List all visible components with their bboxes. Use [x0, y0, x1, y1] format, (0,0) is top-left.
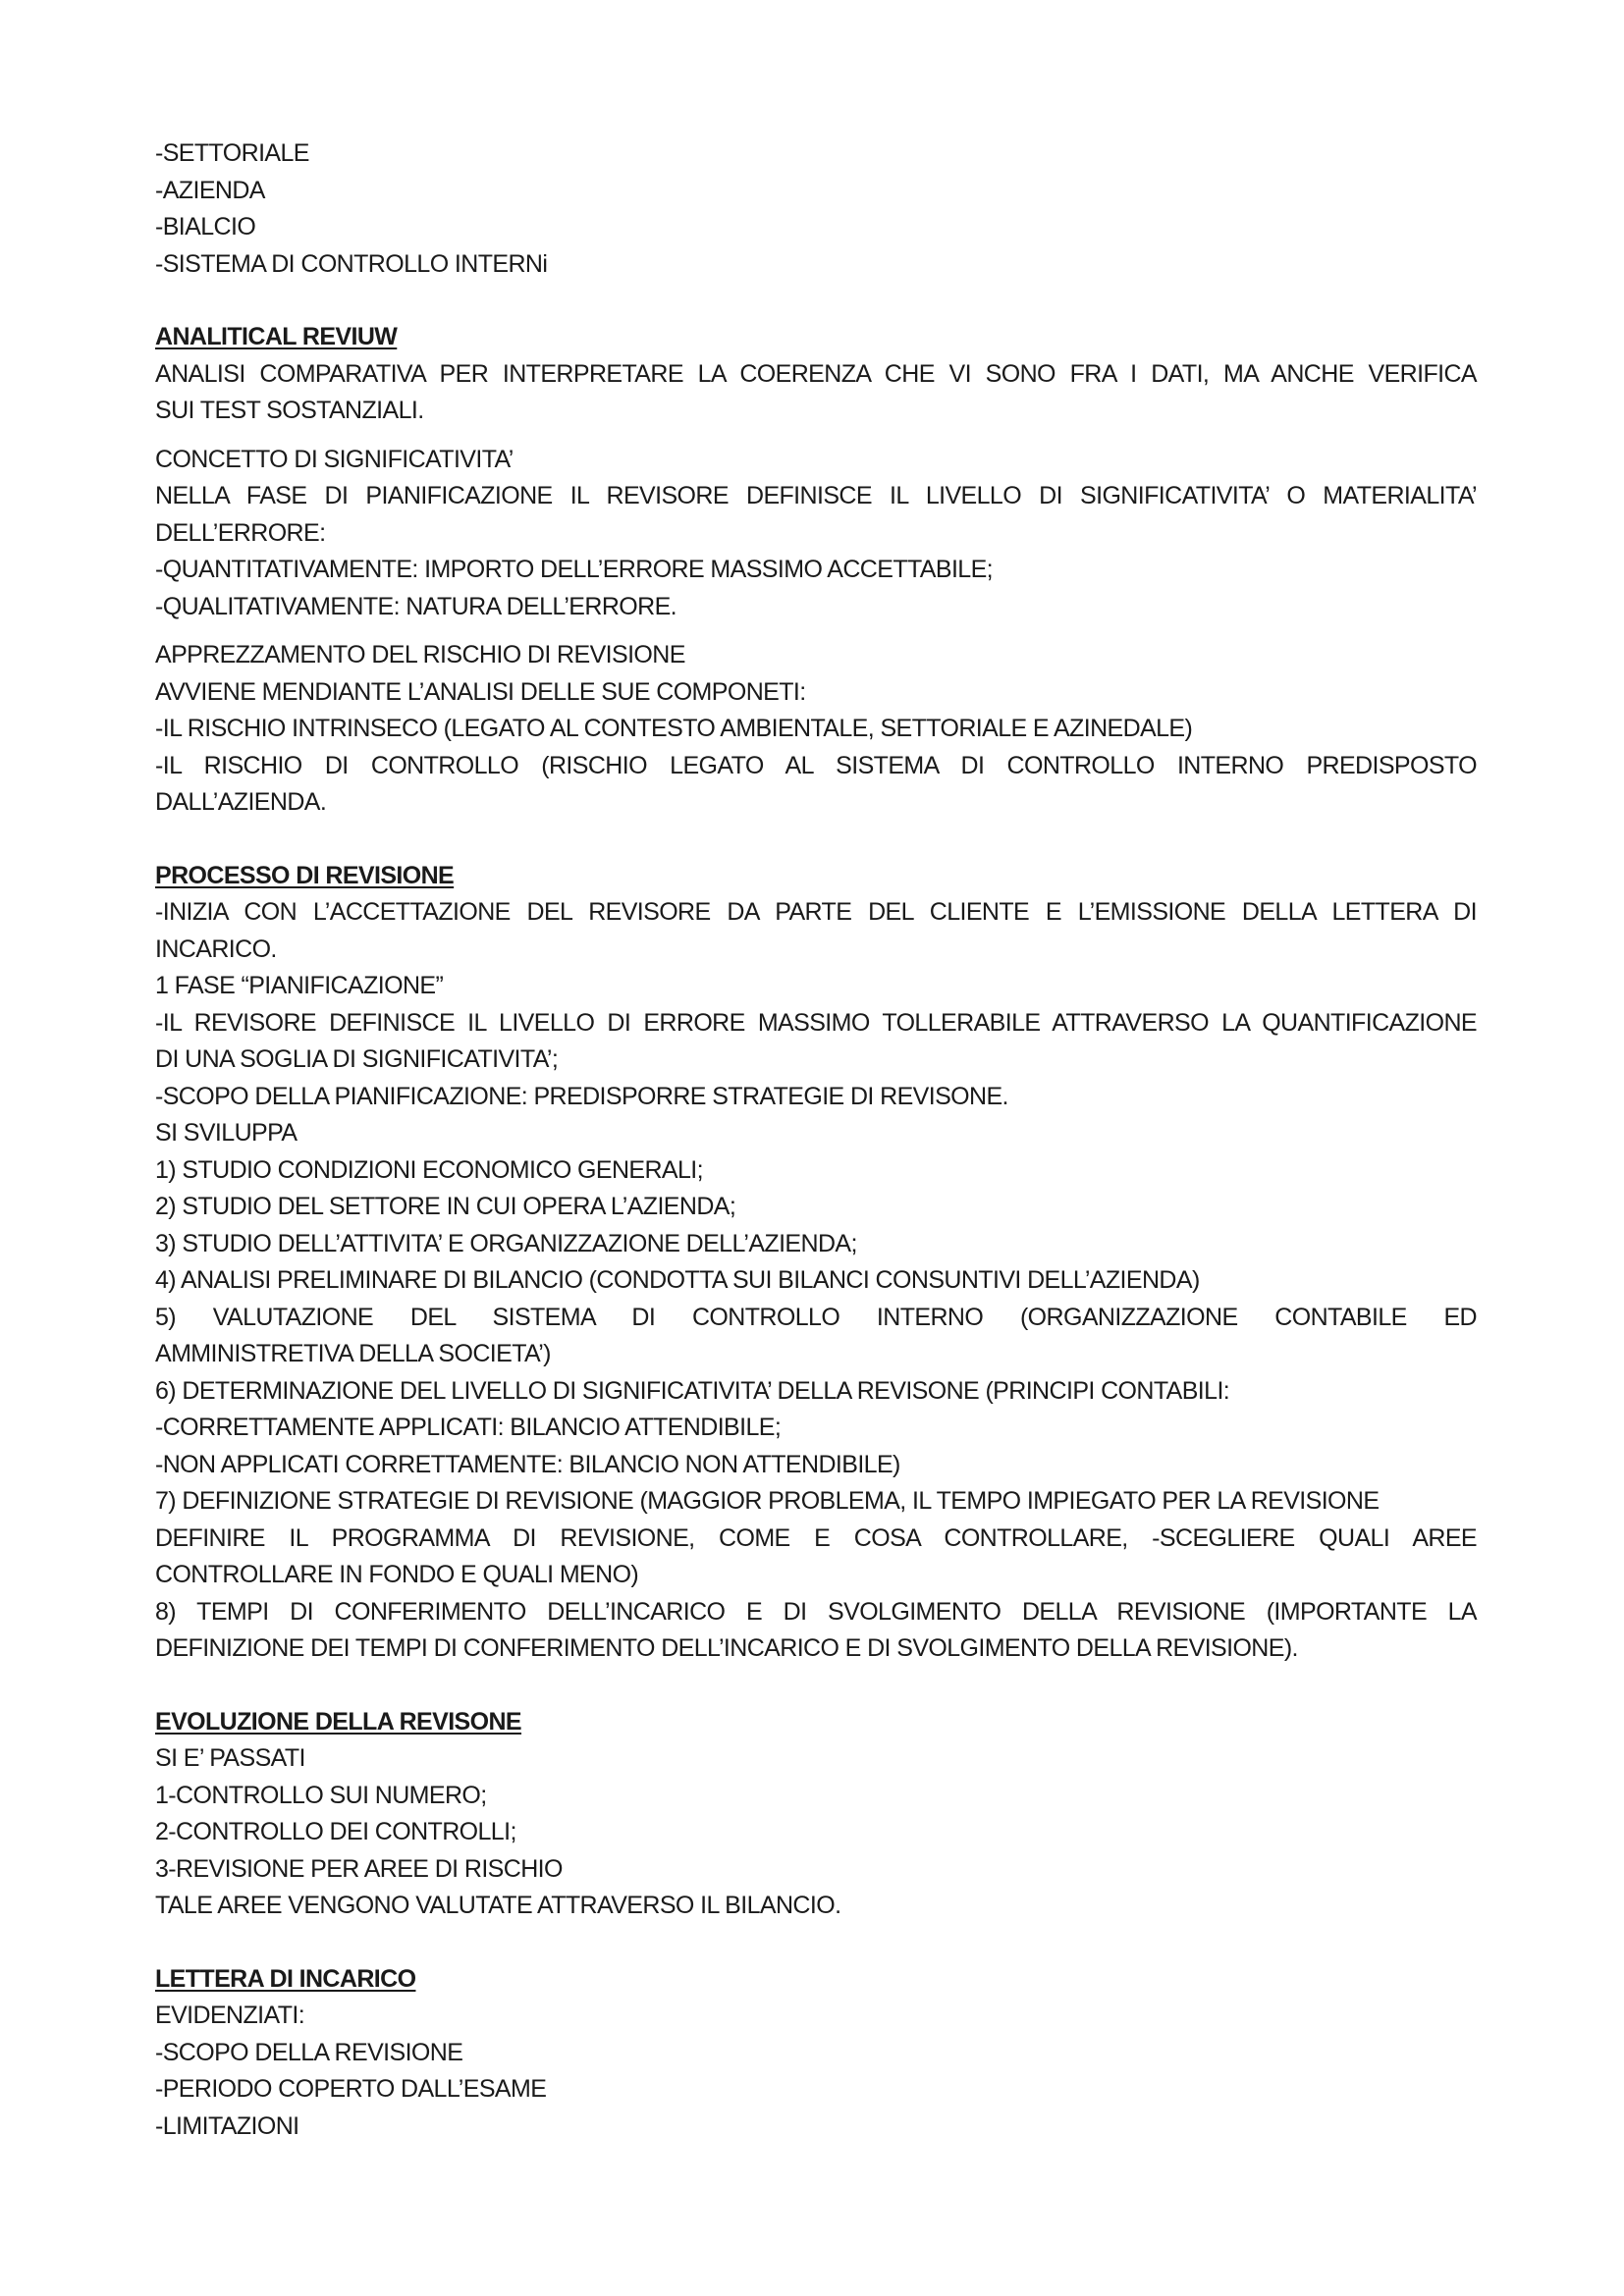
section-processo [155, 858, 1477, 1668]
list-item: -SETTORIALE [155, 139, 309, 167]
paragraph-line: AVVIENE MENDIANTE L’ANALISI DELLE SUE COMPONETI: [155, 677, 806, 706]
paragraph-line: DEFINIRE IL PROGRAMMA DI REVISIONE, COME E COSA CONTROLLARE, -SCEGLIERE QUALI AREE [155, 1523, 1477, 1552]
section-rischio [155, 637, 1477, 822]
section-lettera [155, 1961, 1477, 2146]
paragraph-line: -QUANTITATIVAMENTE: IMPORTO DELL’ERRORE MASSIMO ACCETTABILE; [155, 556, 994, 583]
paragraph-line: 7) DEFINIZIONE STRATEGIE DI REVISIONE (MAGGIOR PROBLEMA, IL TEMPO IMPIEGATO PER LA REVISIONE [155, 1487, 1380, 1515]
section-heading: ANALITICAL REVIUW [155, 323, 398, 350]
section-title: CONCETTO DI SIGNIFICATIVITA’ [155, 445, 514, 473]
section-analytical-review [155, 319, 1477, 430]
section-heading: PROCESSO DI REVISIONE [155, 861, 455, 889]
paragraph-line: DI UNA SOGLIA DI SIGNIFICATIVITA’; [155, 1045, 559, 1073]
section-title: APPREZZAMENTO DEL RISCHIO DI REVISIONE [155, 641, 685, 668]
paragraph-line: 8) TEMPI DI CONFERIMENTO DELL’INCARICO E DI SVOLGIMENTO DELLA REVISIONE (IMPORTANTE LA [155, 1597, 1477, 1626]
paragraph-line: NELLA FASE DI PIANIFICAZIONE IL REVISORE DEFINISCE IL LIVELLO DI SIGNIFICATIVITA’ O MATERIALITA’ [155, 482, 1477, 509]
paragraph-line: 1-CONTROLLO SUI NUMERO; [155, 1781, 487, 1809]
paragraph-line: EVIDENZIATI: [155, 2002, 305, 2029]
paragraph-line: 3-REVISIONE PER AREE DI RISCHIO [155, 1854, 563, 1883]
paragraph-line: AMMINISTRETIVA DELLA SOCIETA’) [155, 1340, 551, 1367]
paragraph-line: 4) ANALISI PRELIMINARE DI BILANCIO (CONDOTTA SUI BILANCI CONSUNTIVI DELL’AZIENDA) [155, 1266, 1200, 1294]
paragraph-line: -PERIODO COPERTO DALL’ESAME [155, 2075, 547, 2103]
paragraph-line: -SCOPO DELLA REVISIONE [155, 2038, 463, 2066]
paragraph-line: -CORRETTAMENTE APPLICATI: BILANCIO ATTENDIBILE; [155, 1414, 782, 1441]
paragraph-line: 3) STUDIO DELL’ATTIVITA’ E ORGANIZZAZIONE DELL’AZIENDA; [155, 1229, 857, 1257]
paragraph-line: 6) DETERMINAZIONE DEL LIVELLO DI SIGNIFICATIVITA’ DELLA REVISONE (PRINCIPI CONTABILI: [155, 1376, 1230, 1405]
section-significativita [155, 442, 1477, 626]
paragraph-line: DELL’ERRORE: [155, 518, 326, 547]
intro-list [155, 135, 1477, 283]
paragraph-line: -LIMITAZIONI [155, 2111, 299, 2140]
paragraph-line: SUI TEST SOSTANZIALI. [155, 397, 424, 424]
section-evoluzione [155, 1704, 1477, 1925]
paragraph-line: -IL RISCHIO DI CONTROLLO (RISCHIO LEGATO AL SISTEMA DI CONTROLLO INTERNO PREDISPOSTO [155, 751, 1477, 779]
paragraph-line: 1 FASE “PIANIFICAZIONE” [155, 972, 444, 999]
paragraph-line: 5) VALUTAZIONE DEL SISTEMA DI CONTROLLO INTERNO (ORGANIZZAZIONE CONTABILE ED [155, 1303, 1477, 1331]
paragraph-line: -QUALITATIVAMENTE: NATURA DELL’ERRORE. [155, 592, 677, 620]
paragraph-line: DALL’AZIENDA. [155, 788, 327, 816]
paragraph-line: DEFINIZIONE DEI TEMPI DI CONFERIMENTO DELL’INCARICO E DI SVOLGIMENTO DELLA REVISIONE). [155, 1634, 1298, 1662]
section-heading: LETTERA DI INCARICO [155, 1964, 416, 1993]
paragraph-line: SI SVILUPPA [155, 1119, 298, 1147]
list-item: -BIALCIO [155, 213, 256, 240]
paragraph-line: INCARICO. [155, 934, 277, 963]
paragraph-line: ANALISI COMPARATIVA PER INTERPRETARE LA COERENZA CHE VI SONO FRA I DATI, MA ANCHE VERIFICA [155, 359, 1477, 388]
paragraph-line: -IL RISCHIO INTRINSECO (LEGATO AL CONTESTO AMBIENTALE, SETTORIALE E AZINEDALE) [155, 715, 1193, 742]
paragraph-line: -IL REVISORE DEFINISCE IL LIVELLO DI ERRORE MASSIMO TOLLERABILE ATTRAVERSO LA QUANTIFICAZIONE [155, 1008, 1477, 1037]
paragraph-line: 1) STUDIO CONDIZIONI ECONOMICO GENERALI; [155, 1155, 703, 1184]
list-item: -SISTEMA DI CONTROLLO INTERNi [155, 249, 548, 278]
paragraph-line: 2-CONTROLLO DEI CONTROLLI; [155, 1818, 516, 1845]
list-item: -AZIENDA [155, 176, 265, 204]
paragraph-line: CONTROLLARE IN FONDO E QUALI MENO) [155, 1561, 639, 1588]
paragraph-line: TALE AREE VENGONO VALUTATE ATTRAVERSO IL BILANCIO. [155, 1892, 841, 1919]
paragraph-line: SI E’ PASSATI [155, 1744, 305, 1772]
paragraph-line: -SCOPO DELLA PIANIFICAZIONE: PREDISPORRE STRATEGIE DI REVISONE. [155, 1082, 1008, 1110]
section-heading: EVOLUZIONE DELLA REVISONE [155, 1707, 522, 1735]
paragraph-line: -INIZIA CON L’ACCETTAZIONE DEL REVISORE DA PARTE DEL CLIENTE E L’EMISSIONE DELLA LETTERA DI [155, 898, 1477, 926]
paragraph-line: -NON APPLICATI CORRETTAMENTE: BILANCIO NON ATTENDIBILE) [155, 1450, 900, 1478]
paragraph-line: 2) STUDIO DEL SETTORE IN CUI OPERA L’AZIENDA; [155, 1193, 736, 1220]
document-page [155, 135, 1477, 2145]
